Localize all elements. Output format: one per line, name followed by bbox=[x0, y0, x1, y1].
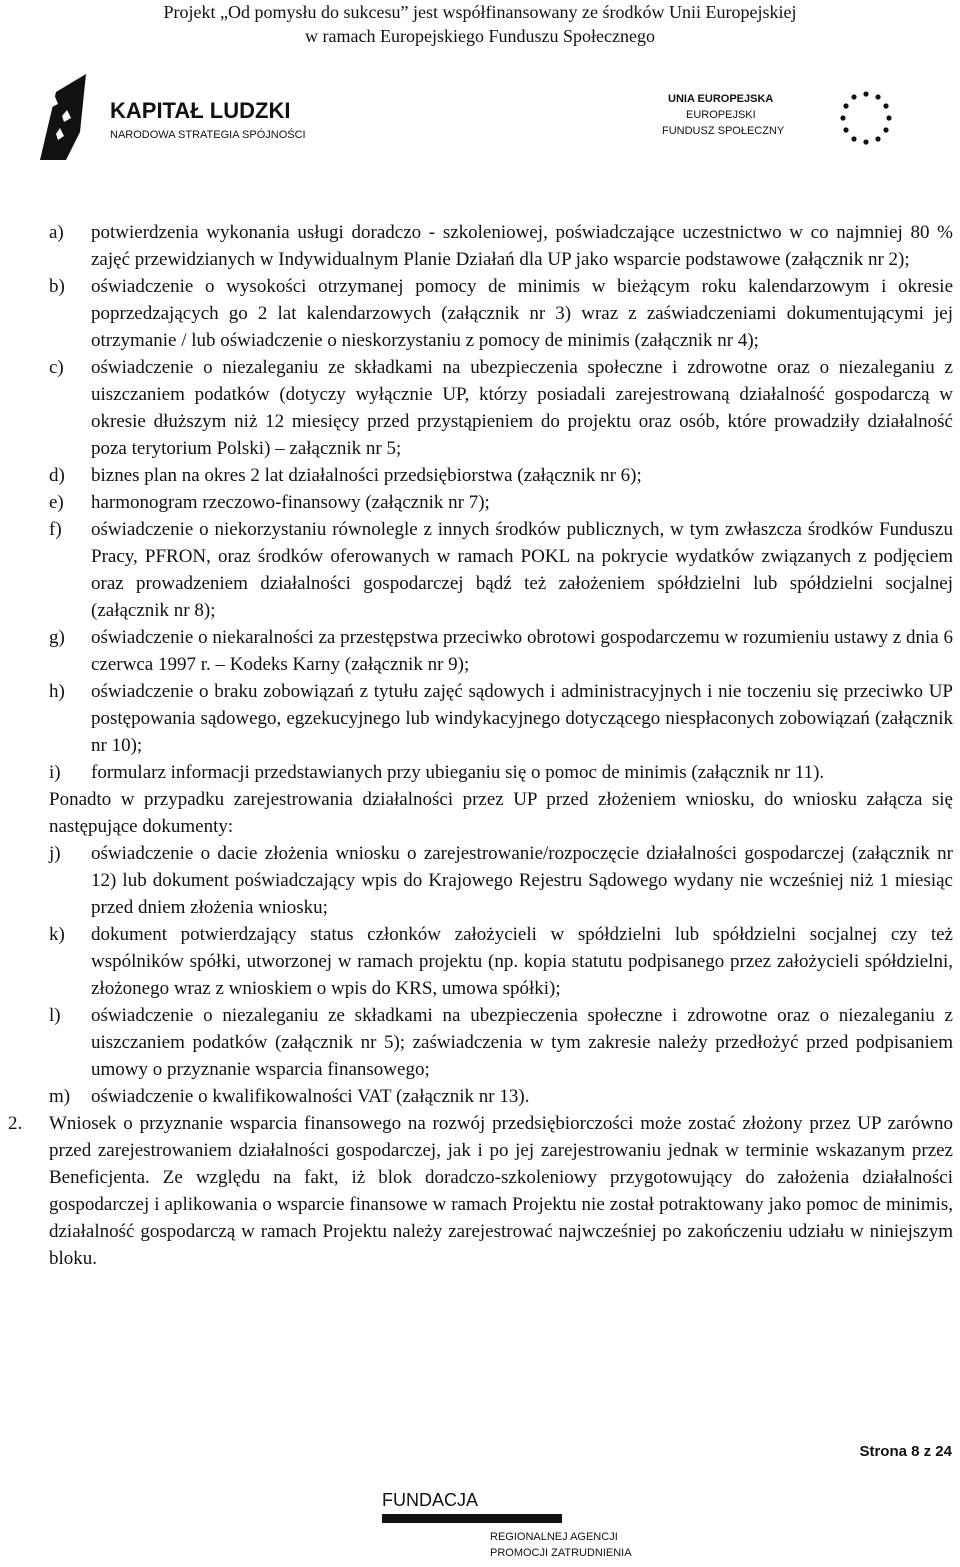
list-item-label: d) bbox=[49, 465, 65, 486]
list-item bbox=[0, 462, 960, 489]
list-item-text: oświadczenie o niezaleganiu ze składkami na ubezpieczenia społeczne i zdrowotne oraz o niezaleganiu z uiszczaniem podatków (dotyczy wyłącznie UP, którzy posiadali zarejestrowaną działalność gospodarczą w okresie dłuższym niż 12 miesięcy przed przystąpieniem do projektu oraz osób, które prowadziły działalność poza terytorium Polski) – załącznik nr 5; bbox=[91, 357, 953, 459]
eu-stars-icon bbox=[840, 91, 891, 144]
kl-title: KAPITAŁ LUDZKI bbox=[110, 98, 291, 123]
list-item-text: oświadczenie o braku zobowiązań z tytułu zajęć sądowych i administracyjnych i nie toczeniu się przeciwko UP postępowania sądowego, egzekucyjnego lub windykacyjnego dotyczącego niespłaconych zobowiązań (załącznik nr 10); bbox=[91, 681, 953, 756]
list-item-text: oświadczenie o kwalifikowalności VAT (załącznik nr 13). bbox=[91, 1086, 530, 1107]
list-item bbox=[0, 921, 960, 1002]
list-item bbox=[0, 759, 960, 786]
list-item-text: harmonogram rzeczowo-finansowy (załącznik nr 7); bbox=[91, 492, 490, 513]
list-item bbox=[0, 840, 960, 921]
list-item-label: b) bbox=[49, 276, 65, 297]
eu-logo bbox=[660, 88, 940, 148]
list-item-label: j) bbox=[49, 843, 61, 864]
point-2-text: Wniosek o przyznanie wsparcia finansowego na rozwój przedsiębiorczości może zostać złożony przez UP zarówno przed zarejestrowaniem działalności gospodarczej, jak i po jej zarejestrowaniu jednak w terminie wskazanym przez Beneficjenta. Ze względu na fakt, iż blok doradczo-szkoleniowy przygotowujący do założenia działalności gospodarczej i aplikowania o wsparcie finansowe w ramach Projektu nie został potraktowany jako pomoc de minimis, działalność gospodarczą w ramach Projektu należy zarejestrować najwcześniej po zakończeniu udziału w niniejszym bloku. bbox=[49, 1113, 953, 1269]
ue-line-1: UNIA EUROPEJSKA bbox=[668, 93, 774, 105]
list-item-label: e) bbox=[49, 492, 64, 513]
logo-bar bbox=[0, 70, 960, 170]
list-item bbox=[0, 624, 960, 678]
list-item-text: oświadczenie o niekorzystaniu równolegle z innych środków publicznych, w tym zwłaszcza środków Funduszu Pracy, PFRON, oraz środków oferowanych w ramach POKL na pokrycie wydatków związanych z podjęciem oraz prowadzeniem działalności gospodarczej bądź też założeniem spółdzielni lub spółdzielni socjalnej (załącznik nr 8); bbox=[91, 519, 953, 621]
list-item-label: m) bbox=[49, 1086, 71, 1107]
header-line-1: Projekt „Od pomysłu do sukcesu” jest współfinansowany ze środków Unii Europejskiej bbox=[163, 2, 797, 22]
point-2 bbox=[0, 1110, 960, 1272]
list-item bbox=[0, 1083, 960, 1110]
list-item-text: dokument potwierdzający status członków założycieli w spółdzielni lub spółdzielni socjalnej czy też wspólników spółki, utworzonej w ramach projektu (np. kopia statutu podpisanego przez założycieli spółdzielni, złożonego wraz z wnioskiem o wpis do KRS, umowa spółki); bbox=[91, 924, 953, 999]
point-2-label: 2. bbox=[8, 1113, 23, 1134]
list-item-text: oświadczenie o niezaleganiu ze składkami na ubezpieczenia społeczne i zdrowotne oraz o niezaleganiu z uiszczaniem podatków (załącznik nr 5); zaświadczenia w tym zakresie należy przedłożyć przed podpisaniem umowy o przyznanie wsparcia finansowego; bbox=[91, 1005, 953, 1080]
list-item bbox=[0, 1002, 960, 1083]
list-item-label: a) bbox=[49, 222, 64, 243]
list-item bbox=[0, 273, 960, 354]
list-item-label: l) bbox=[49, 1005, 61, 1026]
footer-logo-line-2: REGIONALNEJ AGENCJI bbox=[490, 1531, 618, 1543]
attachment-list-j-m bbox=[0, 840, 960, 1110]
footer-logo-line-1: FUNDACJA bbox=[382, 1490, 479, 1510]
list-item-label: g) bbox=[49, 627, 65, 648]
kl-subtitle: NARODOWA STRATEGIA SPÓJNOŚCI bbox=[110, 129, 306, 141]
kapital-ludzki-logo bbox=[36, 72, 336, 162]
list-item bbox=[0, 219, 960, 273]
ue-line-3: FUNDUSZ SPOŁECZNY bbox=[662, 125, 785, 137]
list-item bbox=[0, 489, 960, 516]
list-item-label: h) bbox=[49, 681, 65, 702]
list-item bbox=[0, 354, 960, 462]
intro-paragraph: Ponadto w przypadku zarejestrowania działalności przez UP przed złożeniem wniosku, do wniosku załącza się następujące dokumenty: bbox=[49, 789, 953, 837]
list-item-text: oświadczenie o niekaralności za przestępstwa przeciwko obrotowi gospodarczemu w rozumieniu ustawy z dnia 6 czerwca 1997 r. – Kodeks Karny (załącznik nr 9); bbox=[91, 627, 953, 675]
list-item-label: i) bbox=[49, 762, 61, 783]
list-item-label: f) bbox=[49, 519, 62, 540]
page-number: Strona 8 z 24 bbox=[859, 1443, 952, 1460]
page-header bbox=[0, 0, 960, 48]
list-item-text: biznes plan na okres 2 lat działalności przedsiębiorstwa (załącznik nr 6); bbox=[91, 465, 642, 486]
attachment-list-a-i bbox=[0, 219, 960, 786]
list-item bbox=[0, 678, 960, 759]
list-item-text: potwierdzenia wykonania usługi doradczo - szkoleniowej, poświadczające uczestnictwo w co najmniej 80 % zajęć przewidzianych w Indywidualnym Planie Działań dla UP jako wsparcie podstawowe (załącznik nr 2); bbox=[91, 222, 953, 270]
fundacja-rapz-logo bbox=[330, 1478, 650, 1563]
ue-line-2: EUROPEJSKI bbox=[686, 109, 756, 121]
document-body bbox=[0, 219, 960, 1272]
footer-logo-line-3: PROMOCJI ZATRUDNIENIA bbox=[490, 1547, 632, 1559]
list-item-text: formularz informacji przedstawianych przy ubieganiu się o pomoc de minimis (załącznik nr 11). bbox=[91, 762, 825, 783]
list-item-label: k) bbox=[49, 924, 65, 945]
list-item bbox=[0, 516, 960, 624]
header-line-2: w ramach Europejskiego Funduszu Społecznego bbox=[305, 26, 655, 46]
list-item-text: oświadczenie o wysokości otrzymanej pomocy de minimis w bieżącym roku kalendarzowym i okresie poprzedzających go 2 lat kalendarzowych (załącznik nr 3) wraz z zaświadczeniami dokumentującymi jej otrzymanie / lub oświadczenie o nieskorzystaniu z pomocy de minimis (załącznik nr 4); bbox=[91, 276, 953, 351]
footer-logo-bar-icon bbox=[382, 1514, 562, 1523]
list-item-text: oświadczenie o dacie złożenia wniosku o zarejestrowanie/rozpoczęcie działalności gospodarczej (załącznik nr 12) lub dokument poświadczający wpis do Krajowego Rejestru Sądowego wydany nie wcześniej niż 1 miesiąc przed dniem złożenia wniosku; bbox=[91, 843, 953, 918]
list-item-label: c) bbox=[49, 357, 64, 378]
